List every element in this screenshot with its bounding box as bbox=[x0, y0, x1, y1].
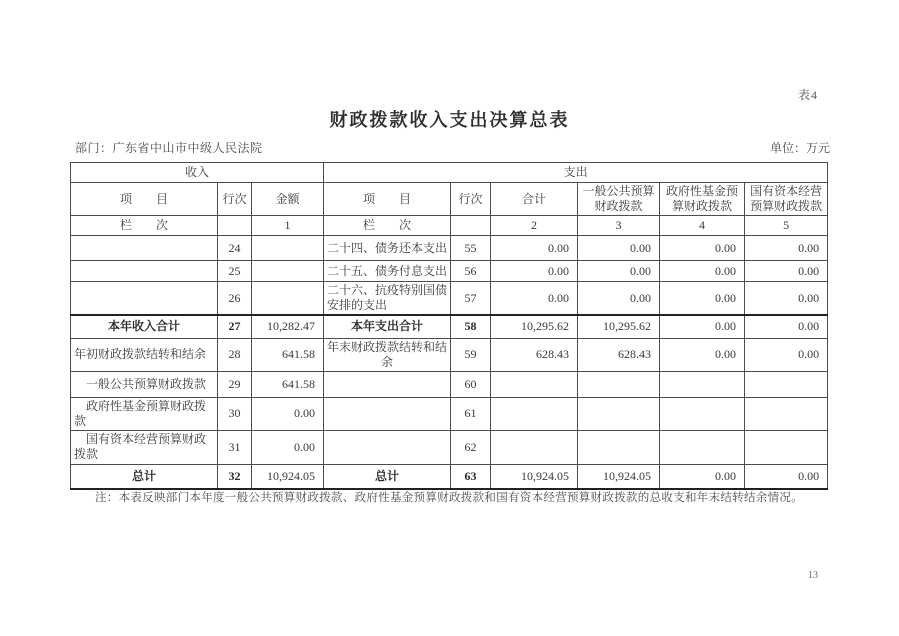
cell-expense-rowno: 57 bbox=[451, 282, 491, 316]
index-label-income: 栏 次 bbox=[71, 216, 218, 236]
table-number-label: 表4 bbox=[798, 88, 819, 102]
cell-income-item: 年初财政拨款结转和结余 bbox=[71, 338, 218, 371]
cell-expense-total bbox=[491, 430, 578, 464]
cell-expense-general bbox=[578, 397, 660, 430]
table-row bbox=[71, 430, 828, 464]
col-header-income-amount: 金额 bbox=[252, 183, 324, 216]
cell-income-item bbox=[71, 261, 218, 282]
cell-expense-statecap: 0.00 bbox=[745, 464, 828, 489]
section-header-row bbox=[71, 163, 828, 183]
cell-expense-total: 628.43 bbox=[491, 338, 578, 371]
col-header-expense-rowno: 行次 bbox=[451, 183, 491, 216]
cell-income-item: 国有资本经营预算财政拨款 bbox=[71, 430, 218, 464]
cell-expense-total: 0.00 bbox=[491, 282, 578, 316]
cell-income-amount bbox=[252, 261, 324, 282]
empty-cell bbox=[218, 216, 252, 236]
table-row bbox=[71, 236, 828, 261]
cell-expense-govfund: 0.00 bbox=[660, 315, 745, 338]
cell-income-rowno: 26 bbox=[218, 282, 252, 316]
cell-income-item: 一般公共预算财政拨款 bbox=[71, 371, 218, 397]
cell-income-amount: 641.58 bbox=[252, 371, 324, 397]
col-header-gov-fund: 政府性基金预算财政拨款 bbox=[660, 183, 745, 216]
cell-income-amount: 10,282.47 bbox=[252, 315, 324, 338]
index-2: 2 bbox=[491, 216, 578, 236]
cell-expense-rowno: 60 bbox=[451, 371, 491, 397]
cell-expense-rowno: 58 bbox=[451, 315, 491, 338]
cell-expense-statecap: 0.00 bbox=[745, 282, 828, 316]
cell-income-item: 本年收入合计 bbox=[71, 315, 218, 338]
fiscal-summary-table bbox=[70, 162, 828, 490]
cell-expense-rowno: 62 bbox=[451, 430, 491, 464]
grand-total-row bbox=[71, 464, 828, 489]
cell-expense-total bbox=[491, 371, 578, 397]
page-number: 13 bbox=[808, 570, 818, 581]
table-row bbox=[71, 397, 828, 430]
cell-income-item: 总计 bbox=[71, 464, 218, 489]
income-section-header: 收入 bbox=[71, 163, 324, 183]
cell-income-rowno: 27 bbox=[218, 315, 252, 338]
cell-expense-rowno: 59 bbox=[451, 338, 491, 371]
cell-expense-rowno: 63 bbox=[451, 464, 491, 489]
table-row bbox=[71, 338, 828, 371]
cell-income-rowno: 25 bbox=[218, 261, 252, 282]
index-4: 4 bbox=[660, 216, 745, 236]
cell-expense-item: 二十六、抗疫特别国债安排的支出 bbox=[324, 282, 451, 316]
cell-expense-govfund bbox=[660, 397, 745, 430]
empty-cell bbox=[451, 216, 491, 236]
cell-expense-total: 0.00 bbox=[491, 236, 578, 261]
col-header-general-budget: 一般公共预算财政拨款 bbox=[578, 183, 660, 216]
cell-expense-statecap: 0.00 bbox=[745, 261, 828, 282]
cell-expense-general: 0.00 bbox=[578, 282, 660, 316]
cell-expense-statecap: 0.00 bbox=[745, 236, 828, 261]
cell-income-rowno: 30 bbox=[218, 397, 252, 430]
cell-income-amount: 0.00 bbox=[252, 430, 324, 464]
annual-total-row bbox=[71, 315, 828, 338]
col-header-expense-item: 项 目 bbox=[324, 183, 451, 216]
cell-expense-general: 10,924.05 bbox=[578, 464, 660, 489]
cell-expense-govfund: 0.00 bbox=[660, 261, 745, 282]
col-header-state-capital: 国有资本经营预算财政拨款 bbox=[745, 183, 828, 216]
cell-expense-general: 0.00 bbox=[578, 236, 660, 261]
cell-income-amount: 10,924.05 bbox=[252, 464, 324, 489]
cell-income-amount bbox=[252, 236, 324, 261]
footnote-text: 注：本表反映部门本年度一般公共预算财政拨款、政府性基金预算财政拨款和国有资本经营预算财政拨款的总收支和年末结转结余情况。 bbox=[95, 492, 803, 504]
index-1: 1 bbox=[252, 216, 324, 236]
cell-expense-total: 10,295.62 bbox=[491, 315, 578, 338]
cell-income-amount bbox=[252, 282, 324, 316]
cell-expense-item bbox=[324, 371, 451, 397]
cell-expense-total: 0.00 bbox=[491, 261, 578, 282]
cell-expense-total bbox=[491, 397, 578, 430]
cell-expense-statecap: 0.00 bbox=[745, 338, 828, 371]
department-label: 部门：广东省中山市中级人民法院 bbox=[75, 141, 263, 155]
cell-expense-general: 628.43 bbox=[578, 338, 660, 371]
col-header-income-item: 项 目 bbox=[71, 183, 218, 216]
cell-expense-total: 10,924.05 bbox=[491, 464, 578, 489]
cell-expense-item: 年末财政拨款结转和结余 bbox=[324, 338, 451, 371]
cell-expense-statecap: 0.00 bbox=[745, 315, 828, 338]
cell-expense-general bbox=[578, 430, 660, 464]
column-header-row bbox=[71, 183, 828, 216]
cell-expense-general: 10,295.62 bbox=[578, 315, 660, 338]
table-row bbox=[71, 261, 828, 282]
cell-expense-govfund: 0.00 bbox=[660, 282, 745, 316]
cell-income-rowno: 32 bbox=[218, 464, 252, 489]
cell-expense-rowno: 56 bbox=[451, 261, 491, 282]
cell-income-amount: 0.00 bbox=[252, 397, 324, 430]
cell-income-rowno: 31 bbox=[218, 430, 252, 464]
index-5: 5 bbox=[745, 216, 828, 236]
cell-expense-statecap bbox=[745, 371, 828, 397]
table-row bbox=[71, 282, 828, 316]
index-3: 3 bbox=[578, 216, 660, 236]
cell-expense-statecap bbox=[745, 397, 828, 430]
cell-expense-govfund bbox=[660, 371, 745, 397]
column-index-row bbox=[71, 216, 828, 236]
cell-expense-govfund: 0.00 bbox=[660, 338, 745, 371]
cell-expense-general: 0.00 bbox=[578, 261, 660, 282]
cell-expense-rowno: 61 bbox=[451, 397, 491, 430]
cell-income-item bbox=[71, 236, 218, 261]
cell-expense-item bbox=[324, 430, 451, 464]
page-title: 财政拨款收入支出决算总表 bbox=[329, 110, 570, 130]
cell-expense-item: 二十五、债务付息支出 bbox=[324, 261, 451, 282]
cell-expense-general bbox=[578, 371, 660, 397]
cell-expense-item: 总计 bbox=[324, 464, 451, 489]
cell-expense-rowno: 55 bbox=[451, 236, 491, 261]
col-header-income-rowno: 行次 bbox=[218, 183, 252, 216]
cell-income-item: 政府性基金预算财政拨款 bbox=[71, 397, 218, 430]
cell-expense-govfund: 0.00 bbox=[660, 464, 745, 489]
unit-label: 单位：万元 bbox=[769, 141, 830, 155]
cell-income-rowno: 29 bbox=[218, 371, 252, 397]
cell-expense-govfund bbox=[660, 430, 745, 464]
table-row bbox=[71, 371, 828, 397]
cell-income-rowno: 24 bbox=[218, 236, 252, 261]
cell-income-item bbox=[71, 282, 218, 316]
cell-expense-item: 本年支出合计 bbox=[324, 315, 451, 338]
cell-expense-item: 二十四、债务还本支出 bbox=[324, 236, 451, 261]
cell-income-amount: 641.58 bbox=[252, 338, 324, 371]
index-label-expense: 栏 次 bbox=[324, 216, 451, 236]
cell-expense-statecap bbox=[745, 430, 828, 464]
expense-section-header: 支出 bbox=[324, 163, 828, 183]
col-header-total: 合计 bbox=[491, 183, 578, 216]
cell-expense-item bbox=[324, 397, 451, 430]
cell-expense-govfund: 0.00 bbox=[660, 236, 745, 261]
cell-income-rowno: 28 bbox=[218, 338, 252, 371]
